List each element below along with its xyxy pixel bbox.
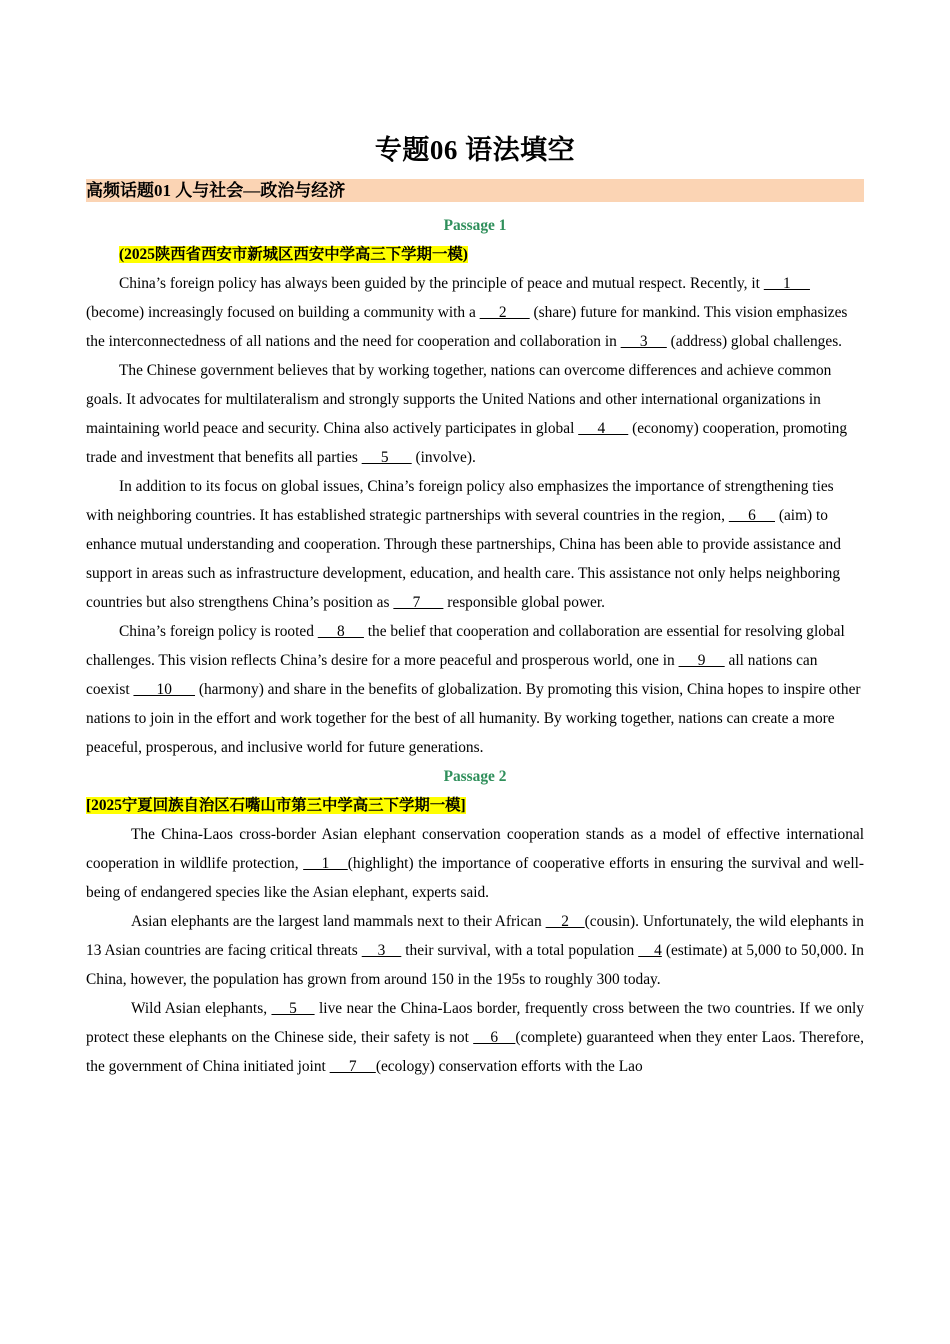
passage-source xyxy=(86,791,864,820)
passage-title: Passage 1 xyxy=(443,217,507,234)
paragraph xyxy=(86,356,864,472)
paragraph-text: all nations can coexist xyxy=(86,652,818,698)
paragraph-text: China’s foreign policy has always been guided by the principle of peace and mutual respect. Recently, it xyxy=(119,275,764,292)
passage-source xyxy=(86,240,864,269)
paragraph xyxy=(86,617,864,762)
paragraph-text: live near the China-Laos border, frequently cross between the two countries. If we only protect these elephants on the Chinese side, their safety is not xyxy=(86,1000,864,1046)
answer-blank: 9 xyxy=(678,652,725,669)
paragraph-text: their survival, with a total population xyxy=(401,942,639,959)
passage-title: Passage 2 xyxy=(443,768,507,785)
page-title: 专题06 语法填空 xyxy=(374,135,576,165)
paragraph-text: In addition to its focus on global issues, China’s foreign policy also emphasizes the importance of strengthening ties with neighboring countries. It has established strategic partnerships with several countries in the region, xyxy=(86,478,834,524)
answer-blank: 7 xyxy=(329,1058,376,1075)
paragraph xyxy=(86,820,864,907)
paragraph-text: responsible global power. xyxy=(443,594,605,611)
source-highlight: [2025宁夏回族自治区石嘴山市第三中学高三下学期一模] xyxy=(86,797,466,814)
paragraph-text: (cousin). Unfortunately, the wild elephants in 13 Asian countries are facing critical threats xyxy=(86,913,864,959)
answer-blank: 5 xyxy=(271,1000,315,1017)
answer-blank: 6 xyxy=(728,507,775,524)
paragraph-text: (ecology) conservation efforts with the Lao xyxy=(375,1058,643,1075)
answer-blank: 4 xyxy=(638,942,662,959)
answer-blank: 7 xyxy=(393,594,444,611)
paragraph-text: (economy) cooperation, promoting trade and investment that benefits all parties xyxy=(86,420,848,466)
paragraph-text: (harmony) and share in the benefits of globalization. By promoting this vision, China hopes to inspire other nations to join in the effort and work together for the best of all humanity. By working together, nations can create a more peaceful, prosperous, and inclusive world for future generations. xyxy=(86,681,861,756)
answer-blank: 1 xyxy=(303,855,348,872)
source-highlight: (2025陕西省西安市新城区西安中学高三下学期一模) xyxy=(119,246,468,263)
paragraph-text: The China-Laos cross-border Asian elephant conservation cooperation stands as a model of effective international cooperation in wildlife protection, xyxy=(86,826,864,872)
answer-blank: 2 xyxy=(479,304,530,321)
answer-blank: 6 xyxy=(473,1029,516,1046)
paragraph-text: (complete) guaranteed when they enter Laos. Therefore, the government of China initiated joint xyxy=(86,1029,864,1075)
paragraph-text: (estimate) at 5,000 to 50,000. In China, however, the population has grown from around 150 in the 195s to roughly 300 today. xyxy=(86,942,864,988)
answer-blank: 2 xyxy=(545,913,585,930)
paragraph-text: (aim) to enhance mutual understanding and cooperation. Through these partnerships, China has been able to provide assistance and support in areas such as infrastructure development, education, and health care. This assistance not only helps neighboring countries but also strengthens China’s position as xyxy=(86,507,841,611)
answer-blank: 3 xyxy=(620,333,667,350)
answer-blank: 1 xyxy=(763,275,810,292)
passages-container xyxy=(86,211,864,1081)
paragraph-text: (become) increasingly focused on building a community with a xyxy=(86,304,480,321)
paragraph xyxy=(86,269,864,356)
paragraph-text: The Chinese government believes that by working together, nations can overcome differences and achieve common goals. It advocates for multilateralism and strongly supports the United Nations and other international organizations in maintaining world peace and security. China also actively participates in global xyxy=(86,362,832,437)
paragraph-text: China’s foreign policy is rooted xyxy=(119,623,318,640)
paragraph xyxy=(86,994,864,1081)
answer-blank: 4 xyxy=(578,420,629,437)
paragraph xyxy=(86,907,864,994)
section-heading: 高频话题01 人与社会—政治与经济 xyxy=(86,179,864,202)
paragraph-text: (address) global challenges. xyxy=(666,333,843,350)
answer-blank: 5 xyxy=(361,449,412,466)
paragraph xyxy=(86,472,864,617)
answer-blank: 10 xyxy=(133,681,196,698)
answer-blank: 8 xyxy=(317,623,364,640)
answer-blank: 3 xyxy=(361,942,402,959)
paragraph-text: (involve). xyxy=(411,449,476,466)
paragraph-text: Wild Asian elephants, xyxy=(131,1000,272,1017)
paragraph-text: (share) future for mankind. This vision emphasizes the interconnectedness of all nations and the need for cooperation and collaboration in xyxy=(86,304,848,350)
paragraph-text: (highlight) the importance of cooperative efforts in ensuring the survival and well-being of endangered species like the Asian elephant, experts said. xyxy=(86,855,865,901)
paragraph-text: Asian elephants are the largest land mammals next to their African xyxy=(131,913,546,930)
paragraph-text: the belief that cooperation and collaboration are essential for resolving global challenges. This vision reflects China’s desire for a more peaceful and prosperous world, one in xyxy=(86,623,845,669)
